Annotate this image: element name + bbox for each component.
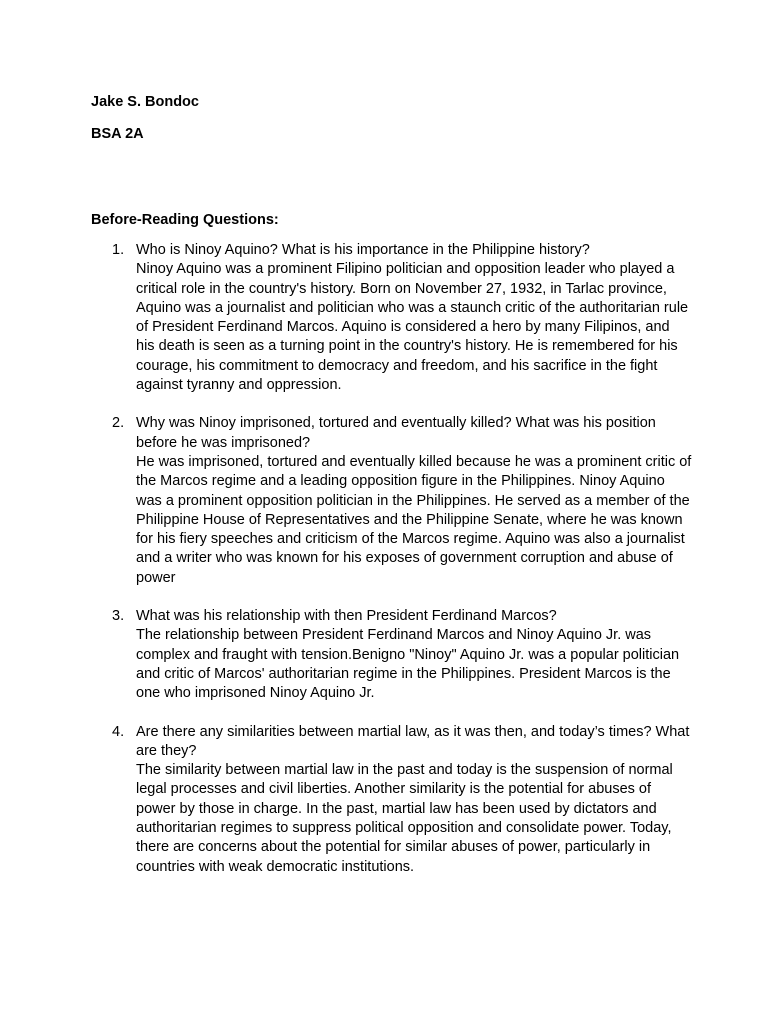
question-text: Why was Ninoy imprisoned, tortured and eventually killed? What was his position before he was imprisoned? (136, 415, 656, 451)
question-text: Who is Ninoy Aquino? What is his importance in the Philippine history? (136, 242, 590, 258)
question-item-1 (112, 241, 692, 395)
question-number: 4. (112, 723, 125, 740)
answer-text: Ninoy Aquino was a prominent Filipino politician and opposition leader who played a critical role in the country's history. Born on November 27, 1932, in Tarlac province, Aquino was a journalist and politician who was a staunch critic of the authoritarian rule of President Ferdinand Marcos. Aquino is considered a hero by many Filipinos, and his death is seen as a turning point in the country's history. He is remembered for his courage, his commitment to democracy and freedom, and his sacrifice in the fight against tyranny and oppression. (136, 261, 689, 394)
student-name: Jake S. Bondoc (91, 94, 199, 110)
student-section: BSA 2A (91, 126, 144, 142)
answer-text: The relationship between President Ferdinand Marcos and Ninoy Aquino Jr. was complex and fraught with tension.Benigno "Ninoy" Aquino Jr. was a popular politician and critic of Marcos' authoritarian regime in the Philippines. President Marcos is the one who imprisoned Ninoy Aquino Jr. (136, 627, 680, 702)
question-item-2 (112, 414, 692, 588)
question-text: Are there any similarities between martial law, as it was then, and today’s times? What are they? (136, 723, 690, 759)
section-heading: Before-Reading Questions: (91, 212, 279, 228)
answer-text: He was imprisoned, tortured and eventually killed because he was a prominent critic of the Marcos regime and a leading opposition figure in the Philippines. Ninoy Aquino was a prominent opposition politician in the Philippines. He served as a member of the Philippine House of Representatives and the Philippine Senate, where he was known for his fiery speeches and criticism of the Marcos regime. Aquino was also a journalist and a writer who was known for his exposes of government corruption and abuse of power (136, 453, 692, 586)
answer-text: The similarity between martial law in the past and today is the suspension of normal legal processes and civil liberties. Another similarity is the potential for abuses of power by those in charge. In the past, martial law has been used by dictators and authoritarian regimes to suppress political opposition and consolidate power. Today, there are concerns about the potential for similar abuses of power, particularly in countries with weak democratic institutions. (136, 762, 673, 875)
question-text: What was his relationship with then President Ferdinand Marcos? (136, 608, 557, 625)
question-number: 2. (112, 415, 125, 432)
question-number: 3. (112, 608, 125, 625)
question-item-3 (112, 607, 692, 703)
question-item-4 (112, 723, 692, 877)
question-list (112, 241, 692, 896)
question-number: 1. (112, 242, 125, 258)
